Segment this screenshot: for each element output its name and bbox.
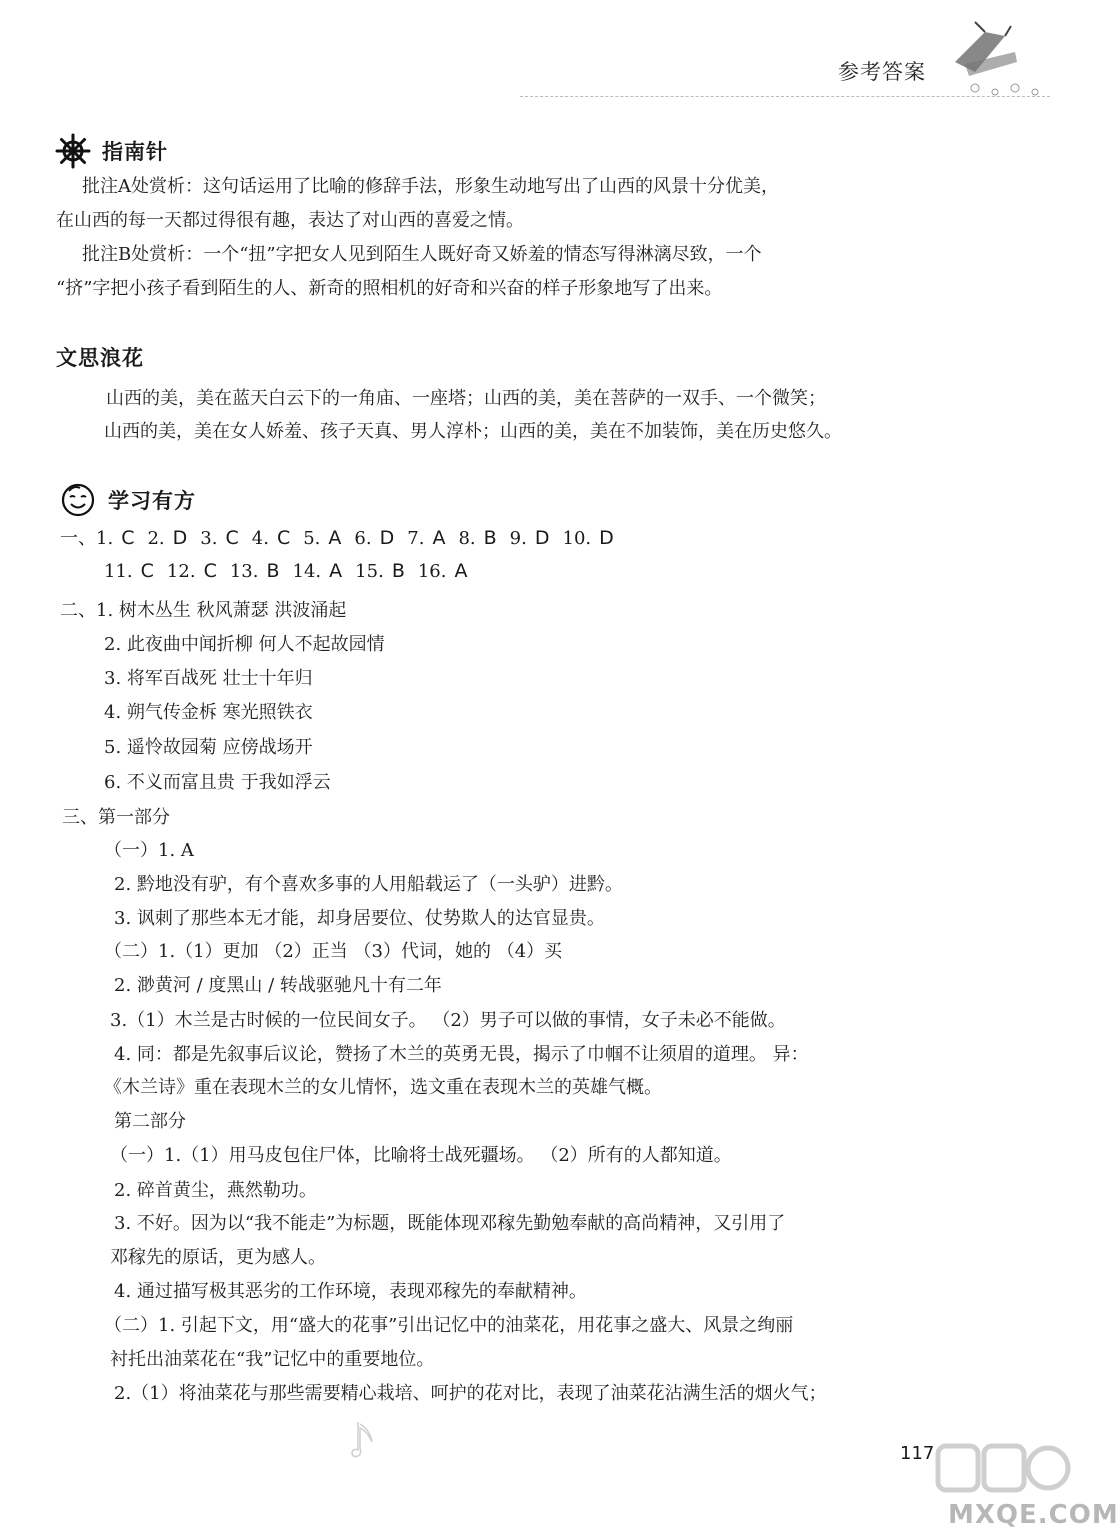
answer-choice: C bbox=[225, 527, 239, 549]
part2-line-3: 3. 将军百战死 壮士十年归 bbox=[104, 668, 313, 689]
part2-line-4: 4. 朔气传金柝 寒光照铁衣 bbox=[104, 702, 313, 723]
answer-item bbox=[293, 560, 343, 582]
answer-number: 2. bbox=[147, 528, 165, 549]
answer-number: 7. bbox=[407, 528, 425, 549]
smiley-face-icon bbox=[60, 482, 96, 518]
part3-subheading: 第二部分 bbox=[114, 1111, 186, 1132]
answer-number: 4. bbox=[251, 528, 269, 549]
answer-number: 1. bbox=[96, 528, 114, 549]
answer-number: 11. bbox=[104, 561, 133, 582]
part3-line-15: 衬托出油菜花在“我”记忆中的重要地位。 bbox=[110, 1349, 435, 1370]
answer-number: 6. bbox=[354, 528, 372, 549]
part3-line-12: 邓稼先的原话，更为感人。 bbox=[110, 1247, 326, 1268]
part2-line-1: 二、1. 树木丛生 秋风萧瑟 洪波涌起 bbox=[60, 600, 347, 621]
answer-number: 15. bbox=[355, 561, 384, 582]
answer-item bbox=[147, 527, 187, 549]
answer-number: 13. bbox=[229, 561, 259, 582]
study-heading bbox=[60, 482, 196, 518]
header-divider bbox=[520, 96, 1050, 97]
answer-choice: B bbox=[483, 527, 497, 549]
answer-number: 3. bbox=[200, 528, 218, 549]
part3-line-5: 2. 渺黄河 / 度黑山 / 转战驱驰凡十有二年 bbox=[114, 975, 442, 996]
answer-choice: D bbox=[599, 527, 614, 549]
part3-line-4: （二）1.（1）更加 （2）正当 （3）代词，她的 （4）买 bbox=[104, 941, 563, 962]
part3-line-3: 3. 讽刺了那些本无才能，却身居要位、仗势欺人的达官显贵。 bbox=[114, 908, 605, 929]
answer-choice: C bbox=[140, 560, 154, 582]
answer-item bbox=[355, 560, 405, 582]
compass-heading bbox=[56, 134, 168, 168]
answer-choice: A bbox=[432, 527, 446, 549]
answer-choice: A bbox=[329, 560, 343, 582]
answer-item bbox=[407, 527, 445, 549]
page-number: 117 bbox=[900, 1443, 935, 1464]
compass-line-1: 批注A处赏析：这句话运用了比喻的修辞手法，形象生动地写出了山西的风景十分优美， bbox=[82, 176, 779, 197]
compass-line-4: “挤”字把小孩子看到陌生的人、新奇的照相机的好奇和兴奋的样子形象地写了出来。 bbox=[56, 278, 723, 299]
header-title: 参考答案 bbox=[838, 60, 926, 84]
answer-choice: D bbox=[534, 527, 550, 549]
part3-heading: 三、第一部分 bbox=[62, 807, 170, 828]
part3-line-9: （一）1.（1）用马皮包住尸体，比喻将士战死疆场。 （2）所有的人都知道。 bbox=[110, 1145, 732, 1166]
answer-choice: D bbox=[379, 527, 395, 549]
part2-line-2: 2. 此夜曲中闻折柳 何人不起故园情 bbox=[104, 634, 385, 655]
answer-item bbox=[303, 527, 341, 549]
wensi-title: 文思浪花 bbox=[56, 346, 144, 370]
compass-line-2: 在山西的每一天都过得很有趣，表达了对山西的喜爱之情。 bbox=[56, 210, 524, 231]
study-title: 学习有方 bbox=[108, 489, 196, 513]
part3-line-11: 3. 不好。因为以“我不能走”为标题，既能体现邓稼先勤勉奉献的高尚精神，又引用了 bbox=[114, 1213, 786, 1234]
compass-line-3: 批注B处赏析：一个“扭”字把女人见到陌生人既好奇又娇羞的情态写得淋漓尽致，一个 bbox=[82, 244, 762, 265]
part3-line-16: 2.（1）将油菜花与那些需要精心栽培、呵护的花对比，表现了油菜花沾满生活的烟火气； bbox=[114, 1383, 827, 1404]
answer-number: 5. bbox=[303, 528, 321, 549]
part3-line-2: 2. 黔地没有驴，有个喜欢多事的人用船载运了（一头驴）进黔。 bbox=[114, 874, 623, 895]
answer-choice: B bbox=[391, 560, 405, 582]
answer-choice: A bbox=[454, 560, 468, 582]
answers-row-2 bbox=[104, 560, 481, 582]
answer-number: 16. bbox=[417, 561, 447, 582]
ship-wheel-icon bbox=[56, 134, 90, 168]
answer-choice: B bbox=[266, 560, 280, 582]
part3-line-8: 《木兰诗》重在表现木兰的女儿情怀，选文重在表现木兰的英雄气概。 bbox=[104, 1077, 662, 1098]
answer-choice: C bbox=[203, 560, 217, 582]
answer-number: 14. bbox=[292, 561, 322, 582]
wensi-line-2: 山西的美，美在女人娇羞、孩子天真、男人淳朴；山西的美，美在不加装饰，美在历史悠久。 bbox=[104, 421, 842, 442]
answer-item bbox=[354, 527, 394, 549]
answer-choice: A bbox=[328, 527, 342, 549]
part3-line-6: 3.（1）木兰是古时候的一位民间女子。 （2）男子可以做的事情，女子未必不能做。 bbox=[110, 1010, 786, 1031]
answer-choice: C bbox=[276, 527, 291, 549]
answer-item bbox=[200, 527, 238, 549]
music-note-icon bbox=[350, 1420, 376, 1460]
part3-line-13: 4. 通过描写极其恶劣的工作环境，表现邓稼先的奉献精神。 bbox=[114, 1281, 587, 1302]
part3-line-7: 4. 同：都是先叙事后议论，赞扬了木兰的英勇无畏，揭示了巾帼不让须眉的道理。 异： bbox=[114, 1044, 809, 1065]
answer-item bbox=[563, 527, 614, 549]
answer-choice: C bbox=[121, 527, 135, 549]
compass-title: 指南针 bbox=[102, 140, 168, 164]
answer-number: 9. bbox=[509, 528, 527, 549]
answer-item bbox=[458, 527, 496, 549]
part3-line-1: （一）1. A bbox=[104, 840, 194, 861]
part-one-label: 一、 bbox=[60, 528, 96, 549]
answer-item bbox=[418, 560, 468, 582]
answer-item bbox=[104, 560, 154, 582]
part3-line-14: （二）1. 引起下文，用“盛大的花事”引出记忆中的油菜花，用花事之盛大、风景之绚丽 bbox=[104, 1315, 794, 1336]
part3-line-10: 2. 碎首黄尘，燕然勒功。 bbox=[114, 1180, 317, 1201]
answer-number: 10. bbox=[562, 528, 592, 549]
answer-item bbox=[96, 527, 134, 549]
answer-number: 12. bbox=[166, 561, 196, 582]
wensi-line-1: 山西的美，美在蓝天白云下的一角庙、一座塔；山西的美，美在菩萨的一双手、一个微笑； bbox=[106, 388, 826, 409]
answer-item bbox=[252, 527, 290, 549]
answer-item bbox=[167, 560, 217, 582]
answers-row-1 bbox=[60, 524, 627, 550]
part2-line-5: 5. 遥怜故园菊 应傍战场开 bbox=[104, 737, 313, 758]
beach-chair-icon bbox=[945, 22, 1055, 102]
part2-line-6: 6. 不义而富且贵 于我如浮云 bbox=[104, 772, 331, 793]
answer-item bbox=[510, 527, 550, 549]
watermark-text: MXQE.COM bbox=[948, 1500, 1119, 1530]
answer-number: 8. bbox=[458, 528, 476, 549]
answer-choice: D bbox=[172, 527, 188, 549]
answer-item bbox=[230, 560, 280, 582]
